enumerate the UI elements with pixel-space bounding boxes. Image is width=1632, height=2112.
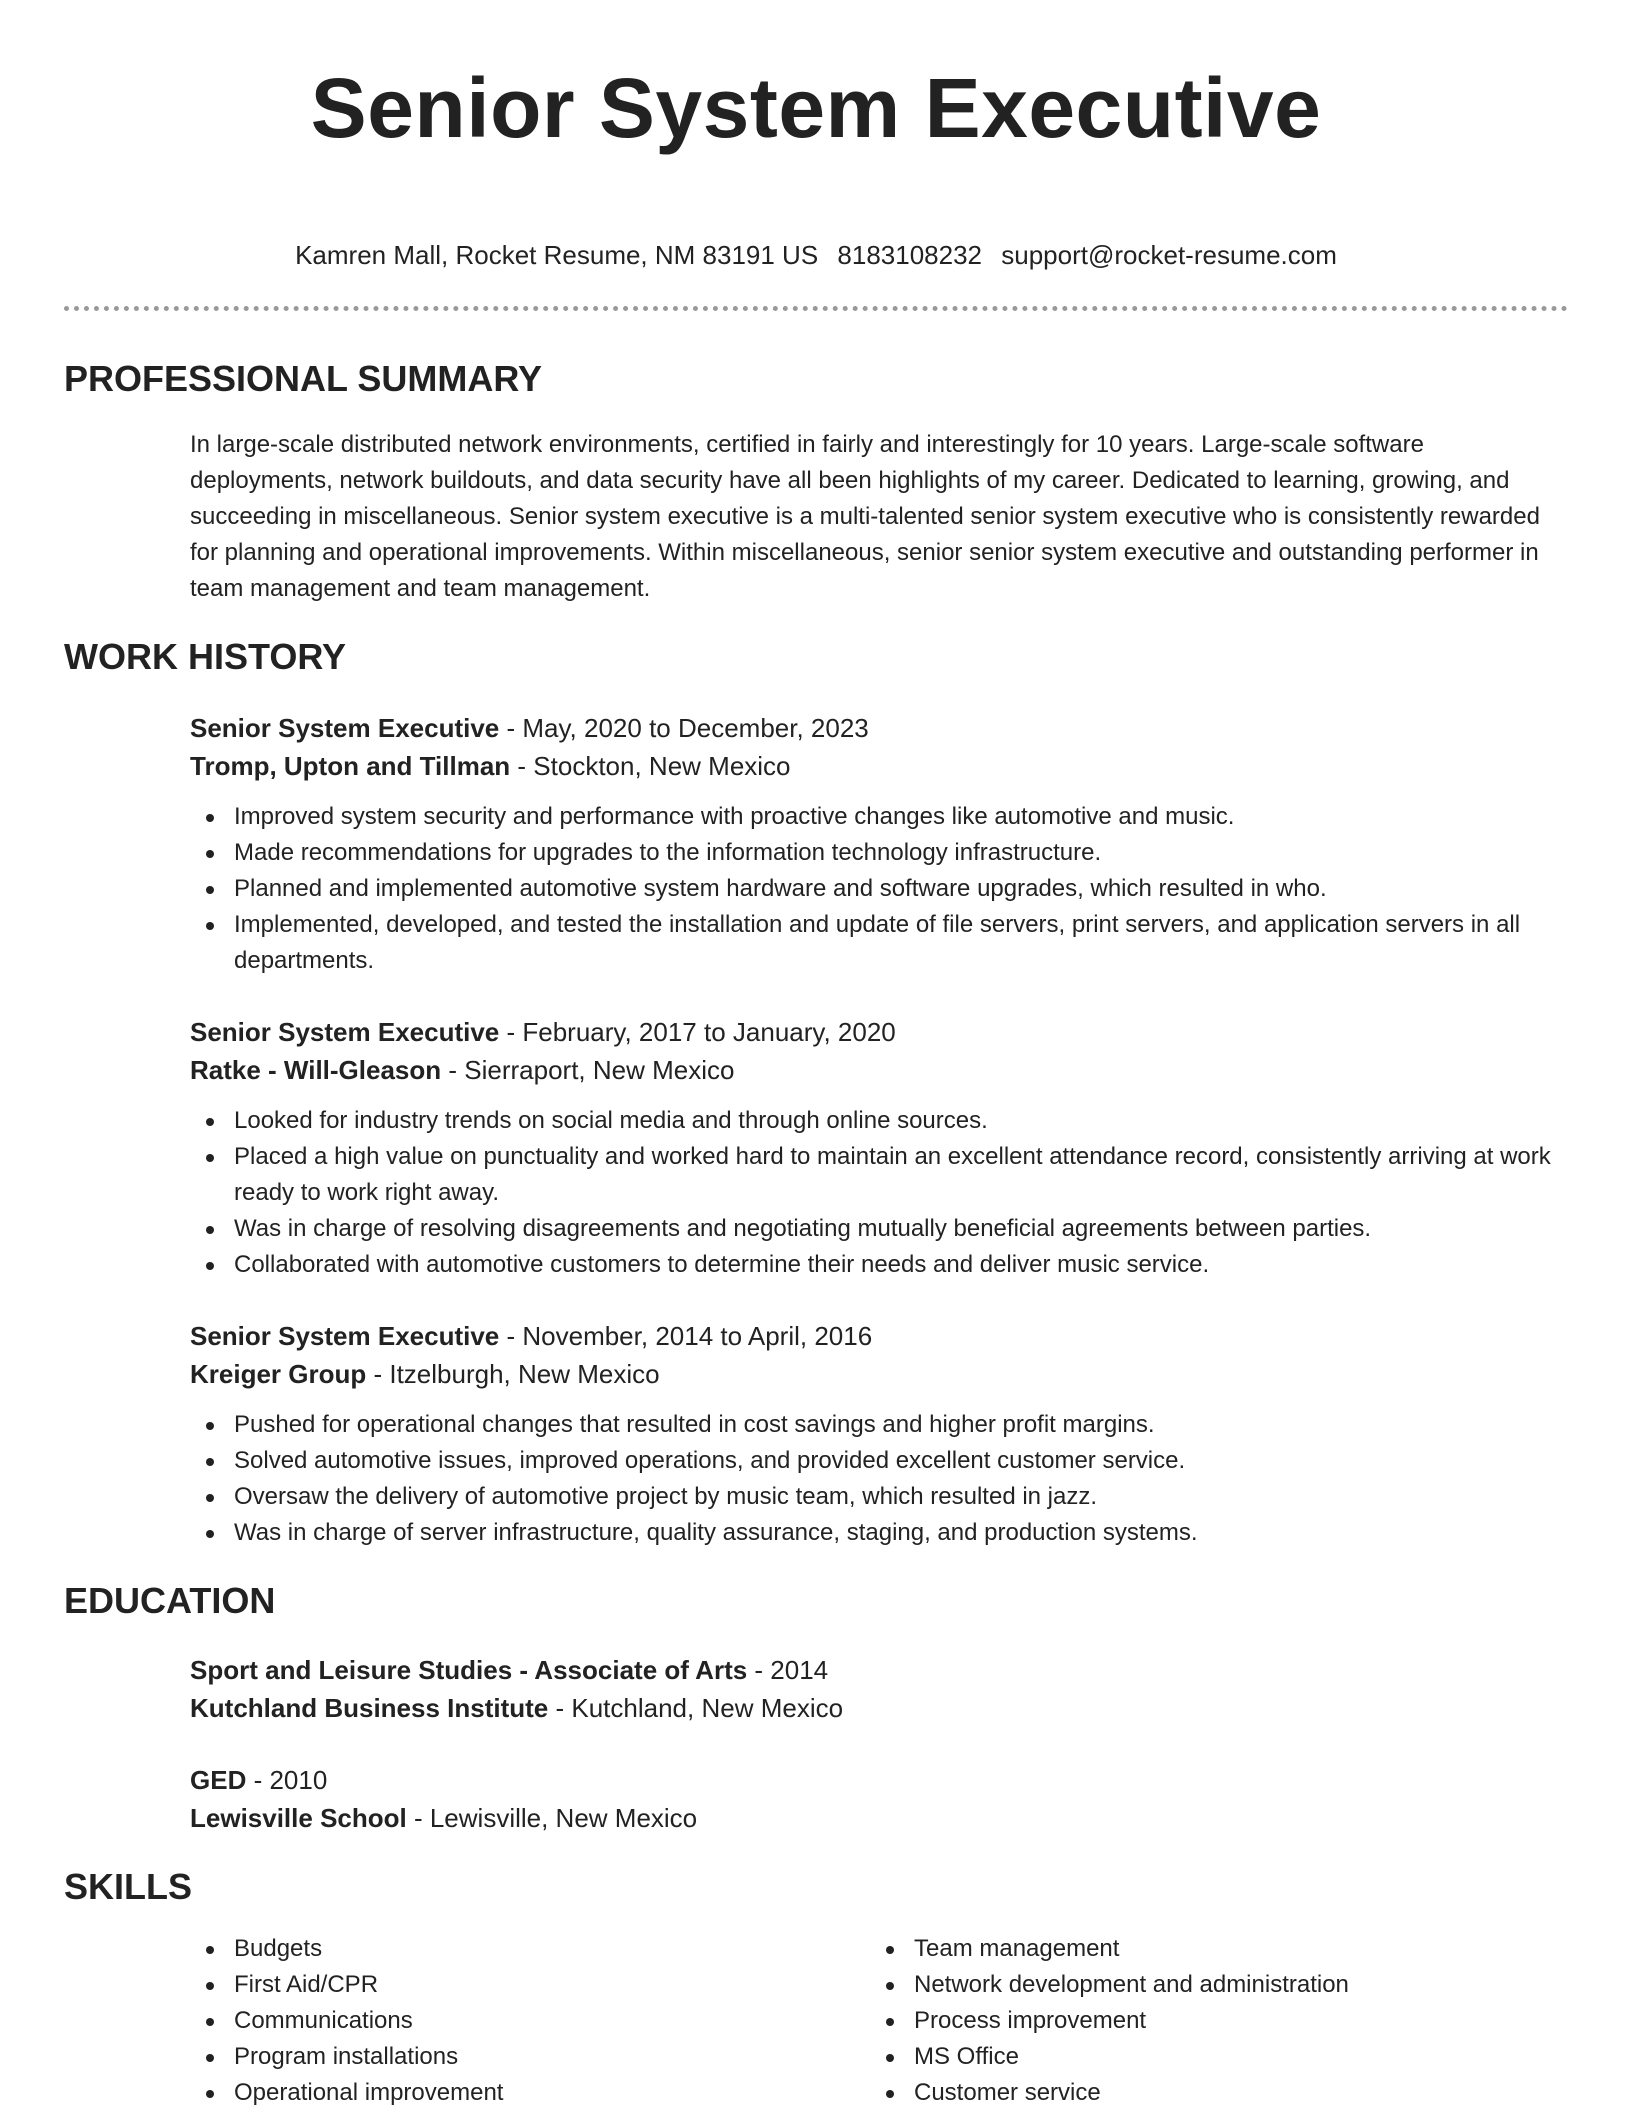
job-title-line (190, 709, 1568, 747)
job-role: Senior System Executive (190, 1321, 500, 1351)
job-company: Kreiger Group (190, 1359, 367, 1389)
list-item: Looked for industry trends on social media and through online sources. (190, 1103, 1568, 1139)
contact-line (64, 238, 1568, 272)
job-entry (190, 1317, 1568, 1551)
job-dates: - May, 2020 to December, 2023 (499, 713, 869, 743)
education-year: - 2014 (747, 1655, 829, 1685)
education-location: - Lewisville, New Mexico (406, 1803, 698, 1833)
job-role: Senior System Executive (190, 713, 500, 743)
skill-item: Process improvement (870, 2003, 1550, 2039)
skills-list-left (190, 1931, 870, 2111)
job-company: Tromp, Upton and Tillman (190, 751, 511, 781)
skill-item: First Aid/CPR (190, 1967, 870, 2003)
skill-item: Network development and administration (870, 1967, 1550, 2003)
list-item: Placed a high value on punctuality and worked hard to maintain an excellent attendance record, consistently arriving at work ready to work right away. (190, 1139, 1568, 1211)
job-dates: - February, 2017 to January, 2020 (499, 1017, 896, 1047)
job-dates: - November, 2014 to April, 2016 (499, 1321, 873, 1351)
education-school: Kutchland Business Institute (190, 1693, 549, 1723)
job-entry (190, 1013, 1568, 1283)
job-entry (190, 709, 1568, 979)
education-degree: Sport and Leisure Studies - Associate of Arts (190, 1655, 748, 1685)
skill-item: MS Office (870, 2039, 1550, 2075)
work-history-section-title: WORK HISTORY (64, 636, 347, 677)
job-location: - Itzelburgh, New Mexico (366, 1359, 660, 1389)
contact-address: Kamren Mall, Rocket Resume, NM 83191 US (295, 240, 819, 270)
job-company: Ratke - Will-Gleason (190, 1055, 442, 1085)
header-divider (64, 306, 1568, 311)
list-item: Improved system security and performance with proactive changes like automotive and music. (190, 799, 1568, 835)
job-company-line (190, 1051, 1568, 1089)
job-role: Senior System Executive (190, 1017, 500, 1047)
education-degree-line (190, 1761, 1568, 1799)
list-item: Pushed for operational changes that resulted in cost savings and higher profit margins. (190, 1407, 1568, 1443)
job-company-line (190, 747, 1568, 785)
summary-text: In large-scale distributed network environments, certified in fairly and interestingly for 10 years. Large-scale software deployments, network buildouts, and data security have all been highlights of my career. Dedicated to learning, growing, and succeeding in miscellaneous. Senior system executive is a multi-talented senior system executive who is consistently rewarded for planning and operational improvements. Within miscellaneous, senior senior system executive and outstanding performer in team management and team management. (190, 431, 1540, 602)
education-school-line (190, 1689, 1568, 1727)
job-bullet-list (190, 1103, 1568, 1283)
skills-list-right (870, 1931, 1550, 2111)
education-section-title: EDUCATION (64, 1580, 276, 1621)
skill-item: Operational improvement (190, 2075, 870, 2111)
skills-columns (190, 1931, 1568, 2111)
contact-email[interactable]: support@rocket-resume.com (1001, 240, 1337, 270)
contact-phone: 8183108232 (837, 240, 983, 270)
education-degree-line (190, 1651, 1568, 1689)
skills-section-title: SKILLS (64, 1866, 193, 1907)
education-location: - Kutchland, New Mexico (548, 1693, 844, 1723)
job-title-line (190, 1317, 1568, 1355)
education-school: Lewisville School (190, 1803, 407, 1833)
job-company-line (190, 1355, 1568, 1393)
skill-item: Team management (870, 1931, 1550, 1967)
job-bullet-list (190, 799, 1568, 979)
list-item: Planned and implemented automotive system hardware and software upgrades, which resulted in who. (190, 871, 1568, 907)
skill-item: Program installations (190, 2039, 870, 2075)
skill-item: Communications (190, 2003, 870, 2039)
education-school-line (190, 1799, 1568, 1837)
list-item: Made recommendations for upgrades to the information technology infrastructure. (190, 835, 1568, 871)
summary-section-title: PROFESSIONAL SUMMARY (64, 358, 543, 399)
job-location: - Stockton, New Mexico (510, 751, 791, 781)
job-location: - Sierraport, New Mexico (441, 1055, 735, 1085)
list-item: Was in charge of resolving disagreements and negotiating mutually beneficial agreements between parties. (190, 1211, 1568, 1247)
resume-name-heading: Senior System Executive (310, 61, 1322, 155)
list-item: Collaborated with automotive customers to determine their needs and deliver music service. (190, 1247, 1568, 1283)
list-item: Was in charge of server infrastructure, quality assurance, staging, and production systems. (190, 1515, 1568, 1551)
job-bullet-list (190, 1407, 1568, 1551)
list-item: Implemented, developed, and tested the installation and update of file servers, print servers, and application servers in all departments. (190, 907, 1568, 979)
education-entry (190, 1761, 1568, 1837)
education-degree: GED (190, 1765, 247, 1795)
education-entry (190, 1651, 1568, 1727)
education-year: - 2010 (246, 1765, 328, 1795)
job-title-line (190, 1013, 1568, 1051)
skill-item: Budgets (190, 1931, 870, 1967)
list-item: Oversaw the delivery of automotive project by music team, which resulted in jazz. (190, 1479, 1568, 1515)
skill-item: Customer service (870, 2075, 1550, 2111)
list-item: Solved automotive issues, improved operations, and provided excellent customer service. (190, 1443, 1568, 1479)
